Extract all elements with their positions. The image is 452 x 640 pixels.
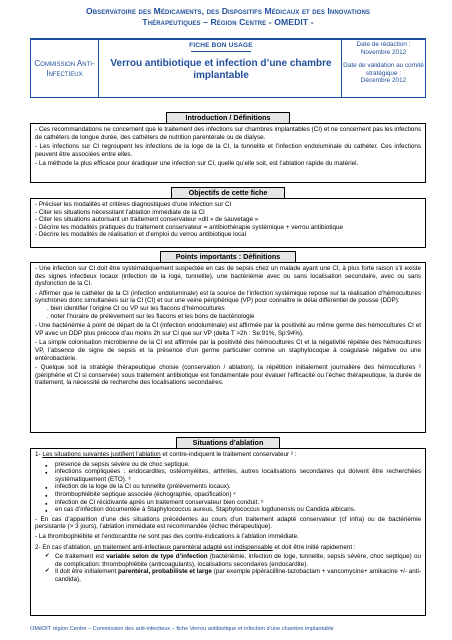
section-title-points: Points importants : Définitions <box>160 251 296 263</box>
fiche-underline <box>191 51 251 52</box>
intro-paragraph-3: - La méthode la plus efficace pour éradiquer une infection sur CI, quelle qu’elle soit, est l’ablation rapide du matériel. <box>35 160 359 168</box>
points-paragraph-5: - Quelque soit la stratégie thérapeutique choisie (conservation / ablation), la répétition initialement journalière des hémocultures ¹ (périphérie et CI si conservée) sous traitement antibiotique est fondamentale pour évaluer l’efficacité ou l’échec thérapeutique, la durée de traitement, la nécessité de recherche des localisations secondaires. <box>35 364 421 387</box>
commission-cell: Commission Anti-Infectieux <box>31 40 99 97</box>
section-introduction <box>30 123 426 183</box>
points-paragraph-3: - Une bactériémie à point de départ de la CI (infection endoluminale) est affirmée par la positivité au même germe des hémocultures CI et VP avec un DDP plus précoce d’au moins 2h sur CI que sur VP (delta T >2h : Se:91%, Sp:94%). <box>35 322 421 337</box>
ablation-p4-prefix: 2- En cas d’ablation, <box>35 543 94 551</box>
section-title-introduction: Introduction / Définitions <box>166 112 290 124</box>
ablation-paragraph-2: - En cas d’apparition d’une des situations précédentes au cours d’un traitement adapté conservateur (cf infra) ou de bactériémie persistante (> 3 jours), l’ablation immédiate est recommandée (échec thérapeutique). <box>35 515 421 531</box>
points-paragraph-2: - Affirmer que le cathéter de la CI (infection endoluminale) est la source de l’infection systémique repose sur la réalisation d’hémocultures synchrones donc simultanées sur la CI (CI) et sur une veine périphérique (VP) pour connaître le délai différentiel de pousse (DDP): <box>35 289 421 305</box>
ablation-bullet: ● en cas d’infection documentée à Staphylococcus aureus, Staphylococcus lugdunensis ou Candida albicans. <box>45 506 421 514</box>
ablation-intro-underlined: Les situations suivantes justifient l’ablation <box>42 451 161 458</box>
fiche-label: FICHE BON USAGE <box>189 42 253 49</box>
section-objectifs <box>30 198 426 248</box>
page-footer: OMéDIT région Centre – Commission des anti-infectieux – fiche Verrou antibiotique et infection d’une chambre implantable <box>30 626 334 632</box>
date-redaction-label: Date de rédaction : <box>356 41 411 48</box>
organisation-title <box>30 6 426 28</box>
date-validation-label: Date de validation au comité stratégique : <box>343 62 424 77</box>
section-situations-ablation <box>30 448 426 616</box>
ablation-bullet: ● infection de la loge de la CI ou tunnelite (prélèvements locaux). <box>45 483 421 491</box>
section-title-objectifs: Objectifs de cette fiche <box>171 187 285 199</box>
ablation-intro-prefix: 1- <box>35 451 43 458</box>
ablation-tick-item <box>45 553 421 568</box>
ablation-intro <box>35 451 421 459</box>
points-paragraph-4: - La simple colonisation microbienne de la CI est affirmée par la positivité des hémocultures CI et la négativité répétée des hémocultures VP, l’absence de signe de sepsis et la présence d’un germe particulier comme un staphylocoque à coagulase négative ou une entérobactérie. <box>35 339 421 362</box>
intro-paragraph-1: - Ces recommandations ne concernent que le traitement des infections sur chambres implantables (CI) et ne concernent pas les infections de cathéters de longue durée, des cathéters de nutrition parentérale ou de dialyse. <box>35 126 421 141</box>
dates-cell <box>341 40 425 97</box>
objectif-item: - Citer les situations nécessitant l’ablation immédiate de la CI <box>35 208 205 216</box>
tick-bold: variable selon de type d’infection <box>106 553 208 561</box>
ablation-tick-item <box>45 568 421 583</box>
objectif-item: - Décrire les modalités de réalisation et d’emploi du verrou antibiotique local <box>35 231 247 239</box>
objectif-item: - Décrire les modalités pratiques du traitement conservateur = antibiothérapie systémique + verrou antibiotique <box>35 223 344 231</box>
tick-pre: Il doit être initialement <box>55 568 119 576</box>
points-subitem-1: . bien identifier l’origine CI ou VP sur les flacons d’hémocultures <box>47 304 225 312</box>
organisation-title-line1: Observatoire des Médicaments, des Dispositifs Médicaux et des Innovations <box>85 6 371 16</box>
ablation-bullet: ● thrombophlébite septique associée (échographie, opacification) ⁴ <box>45 491 421 499</box>
points-paragraph-1: - Une infection sur CI doit être systématiquement suspectée en cas de sepsis chez un malade ayant une CI, à plus forte raison s’il existe des signes infectieux locaux (infection de la loge, tunnelite), une bactériémie avec ou sans localisation secondaire, avec ou sans dysfonction de la CI. <box>35 265 421 288</box>
tick-post: (par exemple pipéracilline-tazobactam + vancomycine+ amikacine +/- anti- candida), <box>55 568 422 583</box>
intro-paragraph-2: - Les infections sur CI regroupent les infections de la loge de la CI, la tunnelite et l’infection endoluminale du cathéter. Ces infections peuvent être associées entre elles. <box>35 143 421 158</box>
section-points-importants <box>30 262 426 433</box>
ablation-bullet: ● infection de CI récidivante après un traitement conservateur bien conduit. ⁵ <box>45 499 421 507</box>
ablation-tick-list <box>35 553 421 583</box>
objectif-item: - Citer les situations autorisant un traitement conservateur «dit » de sauvetage » <box>35 216 259 224</box>
ablation-p4-rest: et doit être initié rapidement : <box>272 543 356 551</box>
ablation-intro-rest: et contre-indiquent le traitement conservateur ² : <box>160 451 297 458</box>
ablation-paragraph-3: - La thrombophlébite et l’endocardite ne sont pas des contre-indications à l’ablation immédiate. <box>35 532 299 540</box>
objectif-item: - Préciser les modalités et critères diagnostiques d’une infection sur CI <box>35 201 232 208</box>
points-subitem-2: . noter l’horaire de prélèvement sur les flacons et les bons de bactériologie <box>47 312 255 320</box>
tick-bold: parentéral, probabiliste et large <box>118 568 212 576</box>
date-validation: Décembre 2012 <box>360 77 407 85</box>
ablation-p4-underlined: un traitement anti-infectieux parentéral adapté est indispensable <box>93 543 273 551</box>
section-title-ablation: Situations d’ablation <box>176 437 280 449</box>
document-title: Verrou antibiotique et infection d’une chambre implantable <box>110 58 332 81</box>
ablation-bullet-list <box>35 461 421 514</box>
header-table <box>30 39 426 98</box>
date-redaction: Novembre 2012 <box>360 48 407 56</box>
tick-post: (bactériémie, infection de loge, tunnelite, sepsis sévère, choc septique) ou de complication: thrombophlébite (anticoagulants), localisations secondaires (endocardite). <box>55 553 422 568</box>
ablation-bullet: ● présence de sepsis sévère ou de choc septique. <box>45 461 421 469</box>
ablation-paragraph-4 <box>35 544 421 552</box>
tick-pre: Ce traitement est <box>55 553 107 561</box>
ablation-bullet: ● infections compliquées : endocardites, ostéomyélites, arthrites, autres localisations secondaires qui doivent être recherchées systématiquement (ETO). ³ <box>45 468 421 483</box>
document-title-cell <box>99 40 343 97</box>
organisation-title-line2: Thérapeutiques – Région Centre - OMEDIT - <box>142 17 314 27</box>
